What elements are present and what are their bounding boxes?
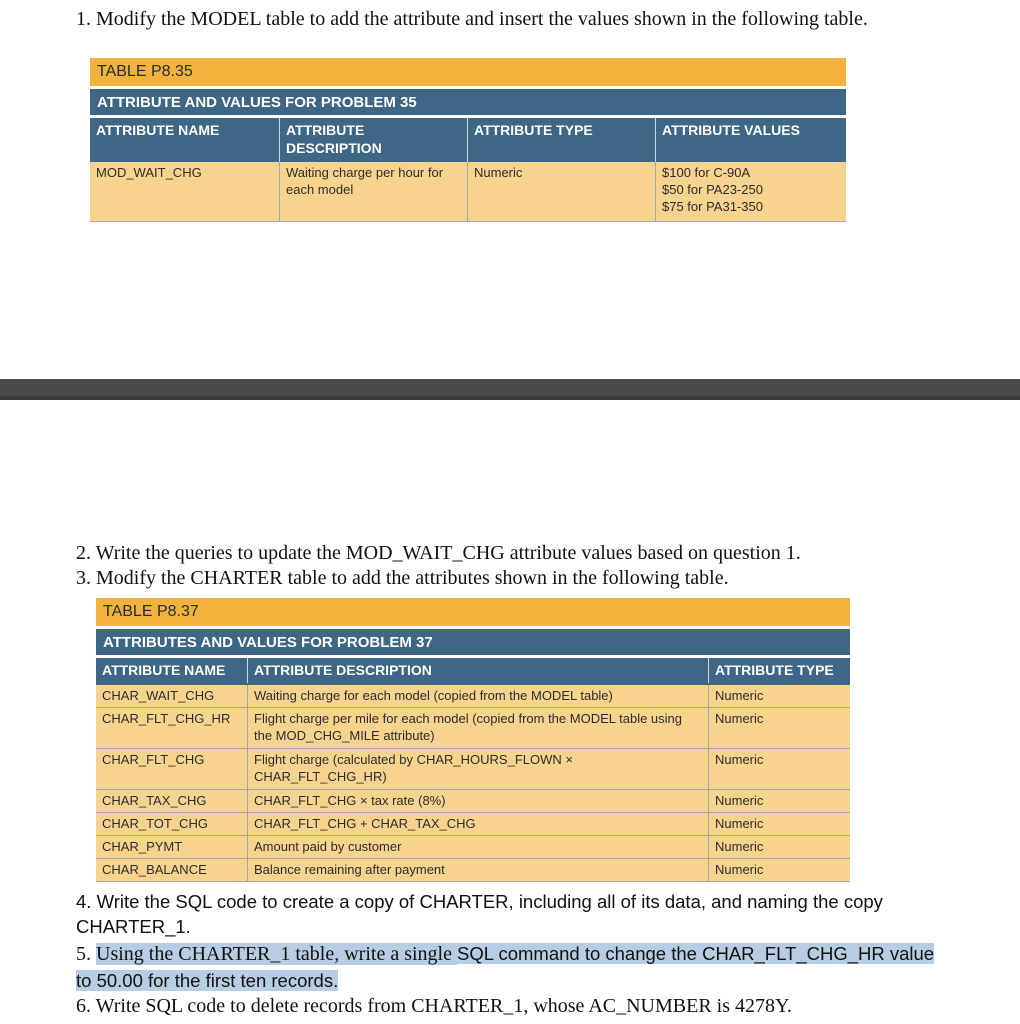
cell-attribute-description: Flight charge (calculated by CHAR_HOURS_FLOWN × CHAR_FLT_CHG_HR) (248, 749, 709, 789)
table-label: TABLE P8.37 (96, 598, 850, 626)
q5-text-c: SQL command to change the (456, 943, 703, 964)
cell-attribute-description: Amount paid by customer (248, 836, 709, 858)
table-row (96, 708, 850, 749)
table-row (96, 859, 850, 882)
table-p8-37 (96, 598, 850, 884)
question-4-line-2: CHARTER_1. (76, 916, 191, 937)
cell-attribute-description: CHAR_FLT_CHG × tax rate (8%) (248, 790, 709, 812)
cell-attribute-description: Balance remaining after payment (248, 859, 709, 881)
question-1: 1. Modify the MODEL table to add the attribute and insert the values shown in the following table. (76, 8, 868, 30)
cell-attribute-type: Numeric (715, 752, 764, 767)
cell-attribute-name: CHAR_WAIT_CHG (96, 685, 248, 707)
q5-line2-text: to 50.00 for the first ten records. (76, 970, 339, 991)
table-row (90, 162, 846, 222)
cell-attribute-type: Numeric (715, 816, 764, 831)
cell-attribute-type: Numeric (468, 162, 656, 221)
question-2: 2. Write the queries to update the MOD_WAIT_CHG attribute values based on question 1. (76, 542, 801, 564)
question-3: 3. Modify the CHARTER table to add the attributes shown in the following table. (76, 567, 729, 589)
header-attribute-description: ATTRIBUTE DESCRIPTION (248, 658, 709, 683)
question-5-line-2 (76, 970, 338, 992)
table-row (96, 813, 850, 836)
table-header-row (96, 658, 850, 683)
header-attribute-description: ATTRIBUTE DESCRIPTION (280, 118, 468, 162)
cell-attribute-name: CHAR_FLT_CHG_HR (96, 708, 248, 748)
header-attribute-values: ATTRIBUTE VALUES (662, 122, 800, 138)
cell-attribute-name: CHAR_BALANCE (96, 859, 248, 881)
q5-text-e: value (884, 943, 935, 964)
table-row (96, 790, 850, 813)
table-row (96, 836, 850, 859)
cell-attribute-name: CHAR_FLT_CHG (96, 749, 248, 789)
cell-attribute-description: Waiting charge for each model (copied from the MODEL table) (248, 685, 709, 707)
value-line: $75 for PA31-350 (662, 199, 763, 214)
cell-attribute-name: CHAR_PYMT (96, 836, 248, 858)
cell-attribute-name: CHAR_TOT_CHG (96, 813, 248, 835)
question-4-line-1: 4. Write the SQL code to create a copy of CHARTER, including all of its data, and naming the copy (76, 891, 883, 912)
question-5-line-1 (76, 943, 934, 966)
header-attribute-type: ATTRIBUTE TYPE (715, 662, 834, 678)
q5-text-b: the CHARTER_1 table, write a single (143, 943, 457, 965)
value-line: $100 for C-90A (662, 165, 751, 180)
cell-attribute-type: Numeric (715, 688, 764, 703)
cell-attribute-description: Flight charge per mile for each model (copied from the MODEL table using the MOD_CHG_MILE attribute) (248, 708, 709, 748)
value-line: $50 for PA23-250 (662, 182, 763, 197)
cell-attribute-description: CHAR_FLT_CHG + CHAR_TAX_CHG (248, 813, 709, 835)
cell-attribute-values (656, 162, 846, 221)
cell-attribute-description: Waiting charge per hour for each model (280, 162, 468, 221)
table-title: ATTRIBUTE AND VALUES FOR PROBLEM 35 (90, 89, 846, 115)
cell-attribute-type: Numeric (715, 711, 764, 726)
cell-attribute-type: Numeric (715, 839, 764, 854)
header-attribute-type: ATTRIBUTE TYPE (468, 118, 656, 162)
table-row (96, 685, 850, 708)
table-row (96, 749, 850, 790)
cell-attribute-type: Numeric (715, 862, 764, 877)
q5-number: 5. (76, 943, 96, 965)
table-label: TABLE P8.35 (90, 58, 846, 86)
table-p8-35 (90, 58, 846, 223)
question-6: 6. Write SQL code to delete records from CHARTER_1, whose AC_NUMBER is 4278Y. (76, 995, 792, 1017)
section-divider (0, 379, 1020, 400)
header-attribute-name: ATTRIBUTE NAME (96, 658, 248, 683)
cell-attribute-name: CHAR_TAX_CHG (96, 790, 248, 812)
header-attribute-name: ATTRIBUTE NAME (90, 118, 280, 162)
cell-attribute-type: Numeric (715, 793, 764, 808)
cell-attribute-name: MOD_WAIT_CHG (90, 162, 280, 221)
q5-text-d: CHAR_FLT_CHG_HR (702, 943, 885, 964)
table-header-row (90, 118, 846, 162)
table-title: ATTRIBUTES AND VALUES FOR PROBLEM 37 (96, 629, 850, 655)
q5-text-a: Using (96, 943, 144, 965)
